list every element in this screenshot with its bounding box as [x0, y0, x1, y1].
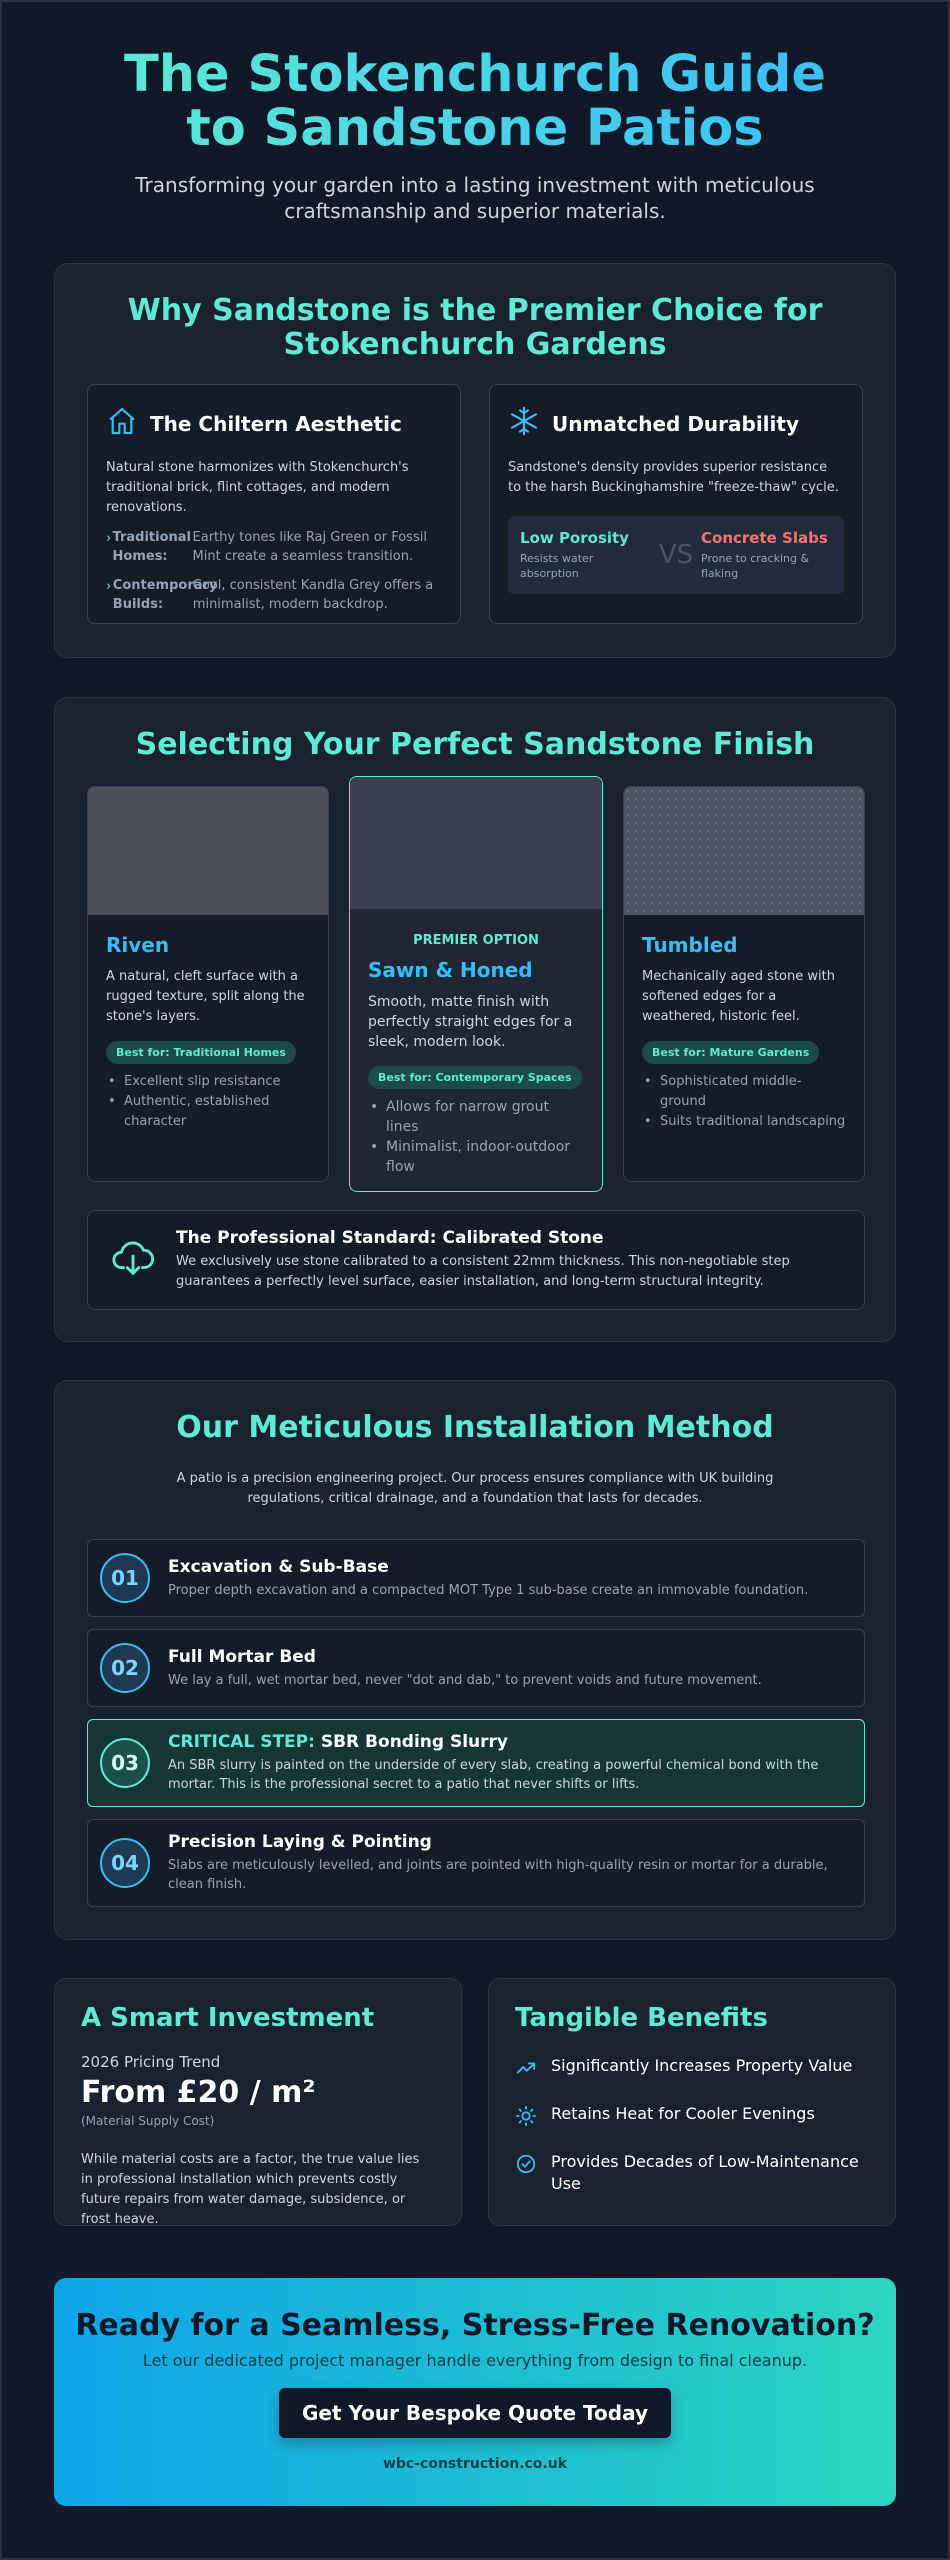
tangible-benefits-card — [488, 1978, 896, 2226]
benefit-text: Significantly Increases Property Value — [551, 2056, 853, 2075]
list-item: • Excellent slip resistance — [106, 1072, 310, 1092]
tumbled-desc: Mechanically aged stone with softened edges for a weathered, historic feel. — [642, 969, 835, 1024]
sawn-texture-image — [350, 777, 602, 909]
step-number: 03 — [100, 1738, 150, 1788]
cloud-download-icon — [110, 1235, 176, 1285]
tumbled-title: Tumbled — [642, 933, 738, 957]
step-number: 01 — [100, 1553, 150, 1603]
low-porosity-sub: Resists water absorption — [520, 552, 594, 580]
versus-label: VS — [658, 540, 694, 570]
calibrated-stone-callout — [87, 1210, 865, 1310]
tumbled-best-for-badge: Best for: Mature Gardens — [642, 1041, 819, 1064]
sawn-honed-card[interactable] — [349, 776, 603, 1192]
step-card — [87, 1539, 865, 1617]
bullet-text: Earthy tones like Raj Green or Fossil Mint create a seamless transition. — [192, 530, 427, 564]
step-title: Full Mortar Bed — [168, 1646, 316, 1667]
step-desc: Slabs are meticulously levelled, and joints are pointed with high-quality resin or mortar for a durable, clean finish. — [168, 1858, 828, 1892]
step-heading — [168, 1732, 852, 1752]
bullet-label: Contemporary Builds: — [112, 578, 218, 612]
riven-desc: A natural, cleft surface with a rugged texture, split along the stone's layers. — [106, 969, 305, 1024]
bullet-text: Cool, consistent Kandla Grey offers a minimalist, modern backdrop. — [192, 578, 434, 612]
step-title: Precision Laying & Pointing — [168, 1832, 432, 1852]
page-subtitle: Transforming your garden into a lasting investment with meticulous craftsmanship and superior materials. — [135, 173, 815, 223]
benefit-text: Provides Decades of Low-Maintenance Use — [551, 2152, 859, 2193]
durability-card — [489, 384, 863, 624]
chevron-right-icon: › — [106, 579, 112, 594]
benefit-item — [515, 2103, 869, 2133]
concrete-title: Concrete Slabs — [701, 529, 828, 547]
durability-card-desc: Sandstone's density provides superior resistance to the harsh Buckinghamshire "freeze-thaw" cycle. — [508, 460, 839, 495]
step-card — [87, 1819, 865, 1907]
cta-banner — [54, 2278, 896, 2506]
benefits-title: Tangible Benefits — [515, 2003, 768, 2033]
low-porosity-title: Low Porosity — [520, 529, 629, 547]
list-item: • Minimalist, indoor-outdoor flow — [368, 1137, 584, 1177]
step-desc: We lay a full, wet mortar bed, never "dot and dab," to prevent voids and future movement. — [168, 1672, 762, 1688]
list-item: • Suits traditional landscaping — [642, 1112, 846, 1132]
benefit-text: Retains Heat for Cooler Evenings — [551, 2104, 815, 2123]
premier-option-label: PREMIER OPTION — [413, 933, 539, 948]
calibrated-title: The Professional Standard: Calibrated Stone — [176, 1228, 604, 1248]
investment-note: While material costs are a factor, the true value lies in professional installation which prevents costly future repairs from water damage, subsidence, or frost heave. — [81, 2152, 420, 2227]
method-section-title: Our Meticulous Installation Method — [176, 1410, 774, 1445]
critical-step-card — [87, 1719, 865, 1807]
sandstone-side — [520, 529, 651, 581]
website-link[interactable]: wbc-construction.co.uk — [382, 2456, 568, 2472]
durability-card-heading — [508, 405, 844, 442]
step-title: Excavation & Sub-Base — [168, 1556, 389, 1577]
home-icon — [106, 405, 138, 442]
freeze-icon — [508, 405, 540, 442]
installation-method-section — [54, 1380, 896, 1940]
sawn-desc: Smooth, matte finish with perfectly straight edges for a sleek, modern look. — [368, 994, 573, 1050]
cta-subtitle: Let our dedicated project manager handle everything from design to final cleanup. — [142, 2351, 808, 2370]
step-number: 04 — [100, 1838, 150, 1888]
sun-icon — [515, 2105, 551, 2133]
benefit-item — [515, 2055, 869, 2085]
critical-step-label: CRITICAL STEP: — [168, 1732, 315, 1752]
step-title: SBR Bonding Slurry — [320, 1732, 509, 1752]
method-intro: A patio is a precision engineering project. Our process ensures compliance with UK building regulations, critical drainage, and a foundation that lasts for decades. — [176, 1471, 774, 1506]
smart-investment-card — [54, 1978, 462, 2226]
step-desc: An SBR slurry is painted on the underside of every slab, creating a powerful chemical bond with the mortar. This is the professional secret to a patio that never shifts or lifts. — [168, 1758, 819, 1792]
benefit-item — [515, 2151, 869, 2195]
chiltern-card-desc: Natural stone harmonizes with Stokenchurch's traditional brick, flint cottages, and modern renovations. — [106, 460, 409, 515]
riven-best-for-badge: Best for: Traditional Homes — [106, 1041, 296, 1064]
finish-section — [54, 697, 896, 1342]
sawn-title: Sawn & Honed — [368, 958, 533, 982]
page-title: The Stokenchurch Guide to Sandstone Patios — [95, 48, 855, 156]
step-desc: Proper depth excavation and a compacted MOT Type 1 sub-base create an immovable foundation. — [168, 1582, 809, 1598]
porosity-comparison — [508, 516, 844, 594]
step-number: 02 — [100, 1643, 150, 1693]
concrete-side — [701, 529, 832, 581]
step-card — [87, 1629, 865, 1707]
riven-texture-image — [88, 787, 328, 915]
why-sandstone-section — [54, 263, 896, 658]
price-value: From £20 / m² — [81, 2075, 316, 2110]
why-section-title: Why Sandstone is the Premier Choice for Stokenchurch Gardens — [127, 293, 823, 362]
pricing-trend-label: 2026 Pricing Trend — [81, 2053, 221, 2071]
check-circle-icon — [515, 2153, 551, 2181]
chiltern-card-heading — [106, 405, 442, 442]
chiltern-bullet — [106, 576, 442, 614]
tumbled-texture-image — [624, 787, 864, 915]
tumbled-card[interactable] — [623, 786, 865, 1182]
durability-card-title: Unmatched Durability — [552, 411, 799, 436]
finish-section-title: Selecting Your Perfect Sandstone Finish — [135, 727, 815, 762]
riven-title: Riven — [106, 933, 170, 957]
chiltern-aesthetic-card — [87, 384, 461, 624]
list-item: • Authentic, established character — [106, 1092, 310, 1132]
list-item: • Sophisticated middle-ground — [642, 1072, 846, 1112]
concrete-sub: Prone to cracking & flaking — [701, 552, 810, 580]
chiltern-bullet — [106, 528, 442, 566]
calibrated-desc: We exclusively use stone calibrated to a consistent 22mm thickness. This non-negotiable step guarantees a perfectly level surface, easier installation, and long-term structural integrity. — [176, 1254, 790, 1289]
chiltern-card-title: The Chiltern Aesthetic — [150, 411, 402, 436]
list-item: • Allows for narrow grout lines — [368, 1097, 584, 1137]
trending-up-icon — [515, 2057, 551, 2085]
chevron-right-icon: › — [106, 531, 112, 546]
investment-title: A Smart Investment — [81, 2003, 375, 2033]
get-quote-button[interactable]: Get Your Bespoke Quote Today — [279, 2388, 671, 2438]
price-subtext: (Material Supply Cost) — [81, 2114, 215, 2128]
cta-title: Ready for a Seamless, Stress-Free Renovation? — [75, 2308, 875, 2343]
bullet-label: Traditional Homes: — [112, 530, 191, 564]
riven-card[interactable] — [87, 786, 329, 1182]
sawn-best-for-badge: Best for: Contemporary Spaces — [368, 1066, 582, 1089]
